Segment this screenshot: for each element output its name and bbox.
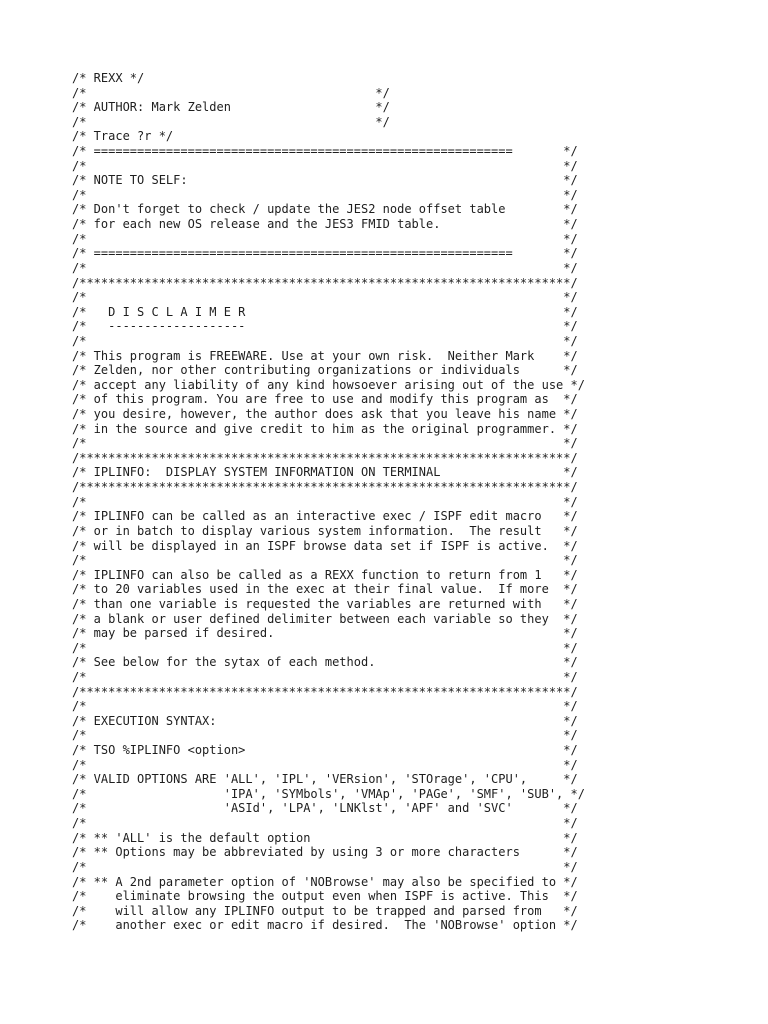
code-line: /* TSO %IPLINFO <option> */ [72, 743, 578, 758]
code-line: /* Trace ?r */ [72, 129, 174, 144]
code-line: /* EXECUTION SYNTAX: */ [72, 713, 578, 728]
code-line: /* */ [72, 728, 578, 743]
code-line: /* This program is FREEWARE. Use at your own risk. Neither Mark */ [72, 348, 578, 363]
code-line: /* */ [72, 640, 578, 655]
code-line: /* */ [72, 333, 578, 348]
code-line: /********************************************************************/ [72, 480, 578, 495]
code-line: /* eliminate browsing the output even when ISPF is active. This */ [72, 889, 578, 904]
code-line: /* of this program. You are free to use and modify this program as */ [72, 392, 578, 407]
code-line: /* */ [72, 436, 578, 451]
code-line: /* Zelden, nor other contributing organizations or individuals */ [72, 363, 578, 378]
code-line: /* will be displayed in an ISPF browse data set if ISPF is active. */ [72, 538, 578, 553]
code-line: /* */ [72, 114, 390, 129]
code-line: /********************************************************************/ [72, 450, 578, 465]
code-line: /* in the source and give credit to him as the original programmer. */ [72, 421, 578, 436]
code-line: /* ========================================================== */ [72, 144, 578, 159]
code-line: /* */ [72, 494, 578, 509]
code-line: /* */ [72, 553, 578, 568]
code-line: /* Don't forget to check / update the JES2 node offset table */ [72, 202, 578, 217]
code-line: /* ------------------- */ [72, 319, 578, 334]
code-line: /* than one variable is requested the variables are returned with */ [72, 596, 578, 611]
code-line: /* */ [72, 859, 578, 874]
code-line: /* D I S C L A I M E R */ [72, 304, 578, 319]
code-line: /* ** A 2nd parameter option of 'NOBrowse' may also be specified to */ [72, 874, 578, 889]
code-line: /* */ [72, 699, 578, 714]
code-line: /* */ [72, 290, 578, 305]
code-line: /* accept any liability of any kind howsoever arising out of the use */ [72, 377, 585, 392]
code-line: /* IPLINFO can be called as an interactive exec / ISPF edit macro */ [72, 509, 578, 524]
code-line: /* AUTHOR: Mark Zelden */ [72, 100, 390, 115]
code-line: /* */ [72, 260, 578, 275]
code-line: /* ========================================================== */ [72, 246, 578, 261]
code-line: /* may be parsed if desired. */ [72, 626, 578, 641]
code-line: /* you desire, however, the author does ask that you leave his name */ [72, 407, 578, 422]
code-line: /* ** Options may be abbreviated by using 3 or more characters */ [72, 845, 578, 860]
code-line: /* */ [72, 85, 390, 100]
code-line: /* 'IPA', 'SYMbols', 'VMAp', 'PAGe', 'SMF', 'SUB', */ [72, 786, 585, 801]
code-line: /* */ [72, 158, 578, 173]
code-line: /* See below for the sytax of each method. */ [72, 655, 578, 670]
source-listing [72, 71, 585, 933]
code-line: /* or in batch to display various system information. The result */ [72, 523, 578, 538]
code-line: /* REXX */ [72, 71, 145, 85]
code-line: /* */ [72, 669, 578, 684]
code-line: /* VALID OPTIONS ARE 'ALL', 'IPL', 'VERsion', 'STOrage', 'CPU', */ [72, 772, 578, 787]
code-line: /* NOTE TO SELF: */ [72, 173, 578, 188]
code-line: /* */ [72, 231, 578, 246]
code-line: /* for each new OS release and the JES3 FMID table. */ [72, 217, 578, 232]
code-line: /* 'ASId', 'LPA', 'LNKlst', 'APF' and 'SVC' */ [72, 801, 578, 816]
code-line: /* will allow any IPLINFO output to be trapped and parsed from */ [72, 903, 578, 918]
code-line: /* */ [72, 187, 578, 202]
code-line: /* another exec or edit macro if desired. The 'NOBrowse' option */ [72, 918, 578, 933]
code-line: /* IPLINFO: DISPLAY SYSTEM INFORMATION ON TERMINAL */ [72, 465, 578, 480]
code-line: /* to 20 variables used in the exec at their final value. If more */ [72, 582, 578, 597]
code-line: /* a blank or user defined delimiter between each variable so they */ [72, 611, 578, 626]
code-line: /********************************************************************/ [72, 684, 578, 699]
code-line: /* */ [72, 757, 578, 772]
code-line: /* IPLINFO can also be called as a REXX function to return from 1 */ [72, 567, 578, 582]
code-line: /* ** 'ALL' is the default option */ [72, 830, 578, 845]
code-line: /* */ [72, 816, 578, 831]
code-line: /********************************************************************/ [72, 275, 578, 290]
